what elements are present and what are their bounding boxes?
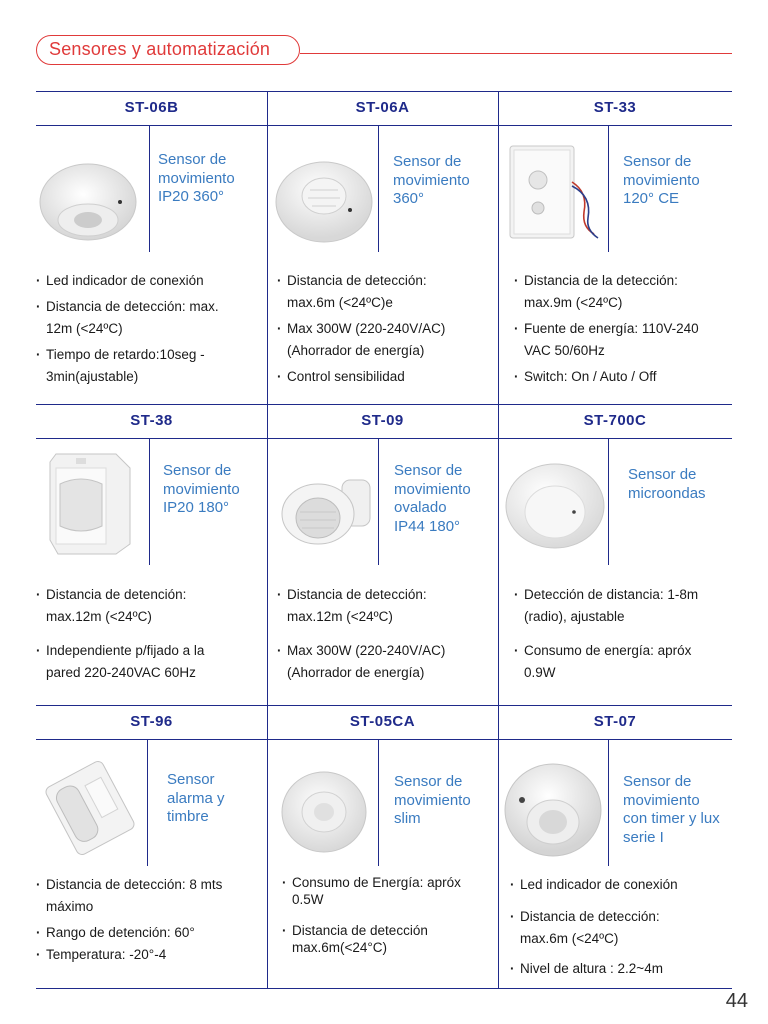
- spec-item: · Control sensibilidad: [277, 366, 497, 388]
- spec-item: · Distancia de detección: max.6m (<24ºC)e: [277, 270, 497, 314]
- spec-item: · Independiente p/fijado a la pared 220-240VAC 60Hz: [36, 640, 264, 684]
- spec-list: [510, 874, 730, 984]
- spec-item: · Consumo de Energía: apróx 0.5W: [282, 874, 496, 908]
- grid-line: [36, 438, 732, 439]
- spec-item: · Switch: On / Auto / Off: [514, 366, 732, 388]
- product-image-st09: [274, 466, 378, 550]
- spec-item: · Consumo de energía: apróx 0.9W: [514, 640, 732, 684]
- model-title: ST-07: [593, 713, 637, 730]
- cell-divider: [147, 739, 148, 866]
- product-image-st33: [508, 142, 600, 246]
- model-title: ST-05CA: [349, 713, 416, 730]
- product-image-st700c: [504, 460, 606, 552]
- spec-item: · Fuente de energía: 110V-240 VAC 50/60Hz: [514, 318, 732, 362]
- model-title: ST-09: [361, 412, 404, 429]
- spec-item: · Tiempo de retardo:10seg - 3min(ajustable): [36, 344, 264, 388]
- model-title: ST-06B: [124, 99, 179, 116]
- model-title: ST-38: [130, 412, 173, 429]
- column-divider: [267, 91, 268, 988]
- spec-item: · Led indicador de conexión: [510, 874, 730, 896]
- column-divider: [498, 91, 499, 988]
- product-description: Sensor de movimiento IP20 180°: [163, 462, 240, 516]
- cell-divider: [608, 739, 609, 866]
- product-description: Sensor de movimiento 360°: [393, 153, 470, 207]
- product-description: Sensor de movimiento 120° CE: [623, 153, 700, 207]
- product-description: Sensor alarma y timbre: [167, 771, 225, 825]
- product-image-st05ca: [276, 764, 372, 856]
- header-rule: [300, 53, 732, 54]
- spec-list: [277, 584, 497, 688]
- spec-item: · Max 300W (220-240V/AC) (Ahorrador de energía): [277, 318, 497, 362]
- grid-line: [36, 988, 732, 989]
- spec-item: · Distancia de detección: 8 mts máximo: [36, 874, 264, 918]
- cell-divider: [378, 438, 379, 565]
- cell-divider: [608, 438, 609, 565]
- model-title: ST-700C: [583, 412, 647, 429]
- product-image-st96: [38, 756, 142, 860]
- product-description: Sensor de movimiento ovalado IP44 180°: [394, 462, 471, 535]
- spec-list: [282, 874, 496, 960]
- spec-item: · Detección de distancia: 1-8m (radio), ajustable: [514, 584, 732, 628]
- product-image-st06b: [38, 150, 138, 245]
- model-title: ST-96: [130, 713, 173, 730]
- product-image-st06a: [274, 158, 374, 246]
- spec-item: · Distancia de detección: max. 12m (<24ºC): [36, 296, 264, 340]
- spec-list: [36, 270, 264, 392]
- spec-list: [277, 270, 497, 392]
- model-title: ST-33: [593, 99, 637, 116]
- spec-item: · Distancia de detección max.6m(<24°C): [282, 922, 496, 956]
- grid-line: [36, 125, 732, 126]
- cell-divider: [149, 125, 150, 252]
- product-description: Sensor de microondas: [628, 466, 706, 502]
- spec-item: · Distancia de detección: max.6m (<24ºC): [510, 906, 730, 950]
- spec-item: · Distancia de detención: max.12m (<24ºC): [36, 584, 264, 628]
- spec-list: [36, 584, 264, 688]
- spec-item: · Rango de detención: 60°: [36, 922, 264, 944]
- product-description: Sensor de movimiento slim: [394, 773, 471, 827]
- spec-item: · Max 300W (220-240V/AC) (Ahorrador de energía): [277, 640, 497, 684]
- cell-divider: [378, 739, 379, 866]
- spec-item: · Led indicador de conexión: [36, 270, 264, 292]
- spec-item: · Distancia de la detección: max.9m (<24ºC): [514, 270, 732, 314]
- spec-item: · Temperatura: -20°-4: [36, 944, 264, 966]
- grid-line: [36, 739, 732, 740]
- model-title: ST-06A: [355, 99, 410, 116]
- spec-list: [514, 584, 732, 688]
- product-image-st07: [502, 760, 604, 862]
- product-description: Sensor de movimiento IP20 360°: [158, 151, 235, 205]
- page-number: 44: [725, 990, 748, 1012]
- product-image-st38: [46, 448, 136, 558]
- cell-divider: [378, 125, 379, 252]
- spec-item: · Nivel de altura : 2.2~4m: [510, 958, 730, 980]
- spec-item: · Distancia de detección: max.12m (<24ºC): [277, 584, 497, 628]
- spec-list: [514, 270, 732, 392]
- spec-list: [36, 874, 264, 970]
- product-description: Sensor de movimiento con timer y lux serie I: [623, 773, 720, 846]
- section-title: Sensores y automatización: [36, 35, 300, 65]
- cell-divider: [608, 125, 609, 252]
- cell-divider: [149, 438, 150, 565]
